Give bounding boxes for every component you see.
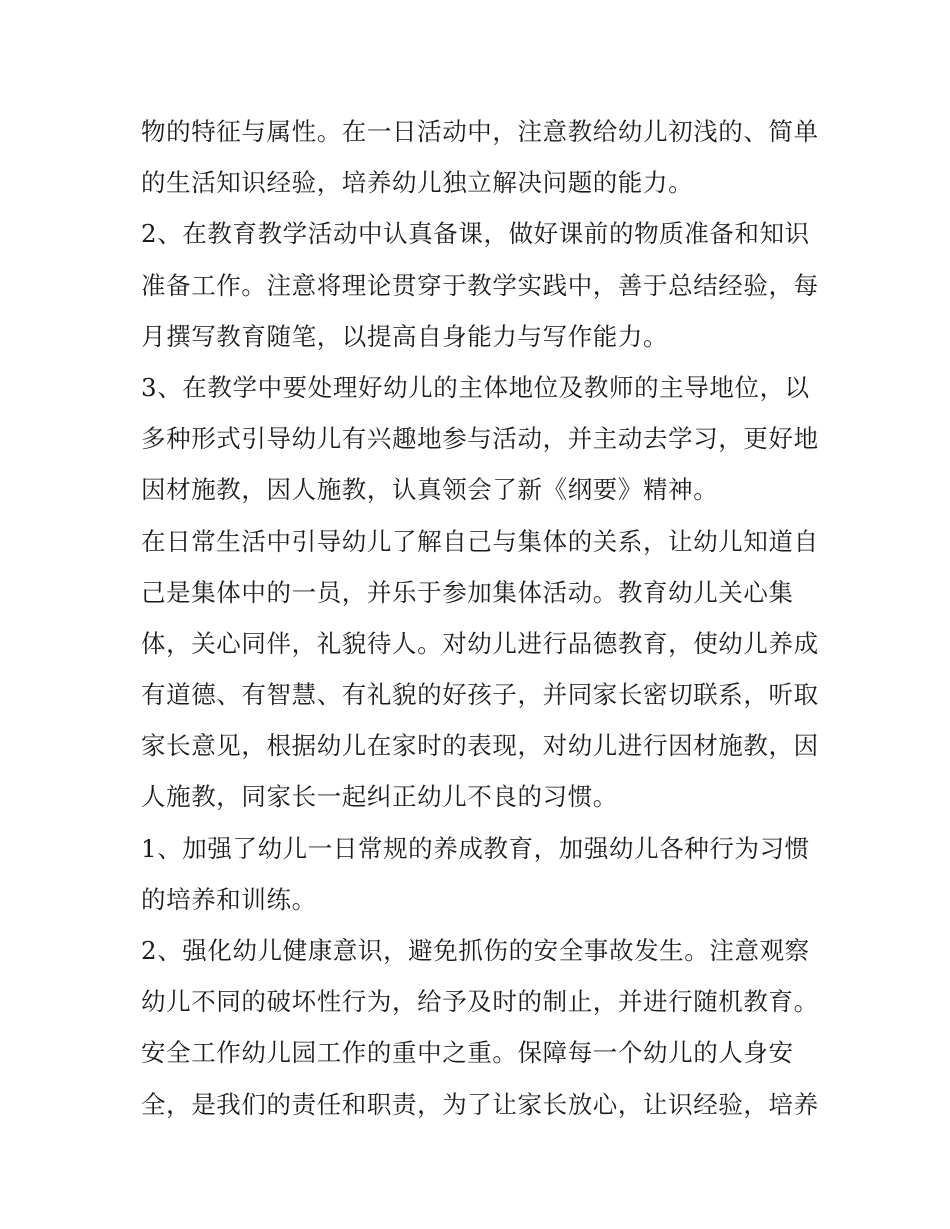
text-line: 家长意见，根据幼儿在家时的表现，对幼儿进行因材施教，因 xyxy=(141,731,819,761)
text-line: 2、强化幼儿健康意识，避免抓伤的安全事故发生。注意观察 xyxy=(141,936,810,965)
text-line: 2、在教育教学活动中认真备课，做好课前的物质准备和知识 xyxy=(141,219,810,249)
text-line: 幼儿不同的破坏性行为，给予及时的制止，并进行随机教育。 xyxy=(141,987,819,1017)
text-line: 全，是我们的责任和职责，为了让家长放心，让识经验，培养 xyxy=(141,1089,819,1119)
text-line: 有道德、有智慧、有礼貌的好孩子，并同家长密切联系，听取 xyxy=(141,680,819,710)
text-line: 3、在教学中要处理好幼儿的主体地位及教师的主导地位，以 xyxy=(141,372,810,402)
text-line: 安全工作幼儿园工作的重中之重。保障每一个幼儿的人身安 xyxy=(141,1038,794,1068)
text-line: 准备工作。注意将理论贯穿于教学实践中，善于总结经验，每 xyxy=(141,270,819,300)
text-line: 的生活知识经验，培养幼儿独立解决问题的能力。 xyxy=(141,168,694,198)
body-text xyxy=(141,106,821,1130)
text-line: 多种形式引导幼儿有兴趣地参与活动，并主动去学习，更好地 xyxy=(141,424,819,454)
text-line: 己是集体中的一员，并乐于参加集体活动。教育幼儿关心集 xyxy=(141,577,794,607)
text-line: 的培养和训练。 xyxy=(141,884,317,914)
text-line: 物的特征与属性。在一日活动中，注意教给幼儿初浅的、简单 xyxy=(141,117,819,146)
text-line: 因材施教，因人施教，认真领会了新《纲要》精神。 xyxy=(141,475,719,505)
text-line: 人施教，同家长一起纠正幼儿不良的习惯。 xyxy=(141,782,618,812)
text-line: 月撰写教育随笔，以提高自身能力与写作能力。 xyxy=(141,321,669,351)
text-line: 在日常生活中引导幼儿了解自己与集体的关系，让幼儿知道自 xyxy=(141,526,819,556)
text-line: 1、加强了幼儿一日常规的养成教育，加强幼儿各种行为习惯 xyxy=(141,833,810,863)
text-line: 体，关心同伴，礼貌待人。对幼儿进行品德教育，使幼儿养成 xyxy=(141,628,819,658)
